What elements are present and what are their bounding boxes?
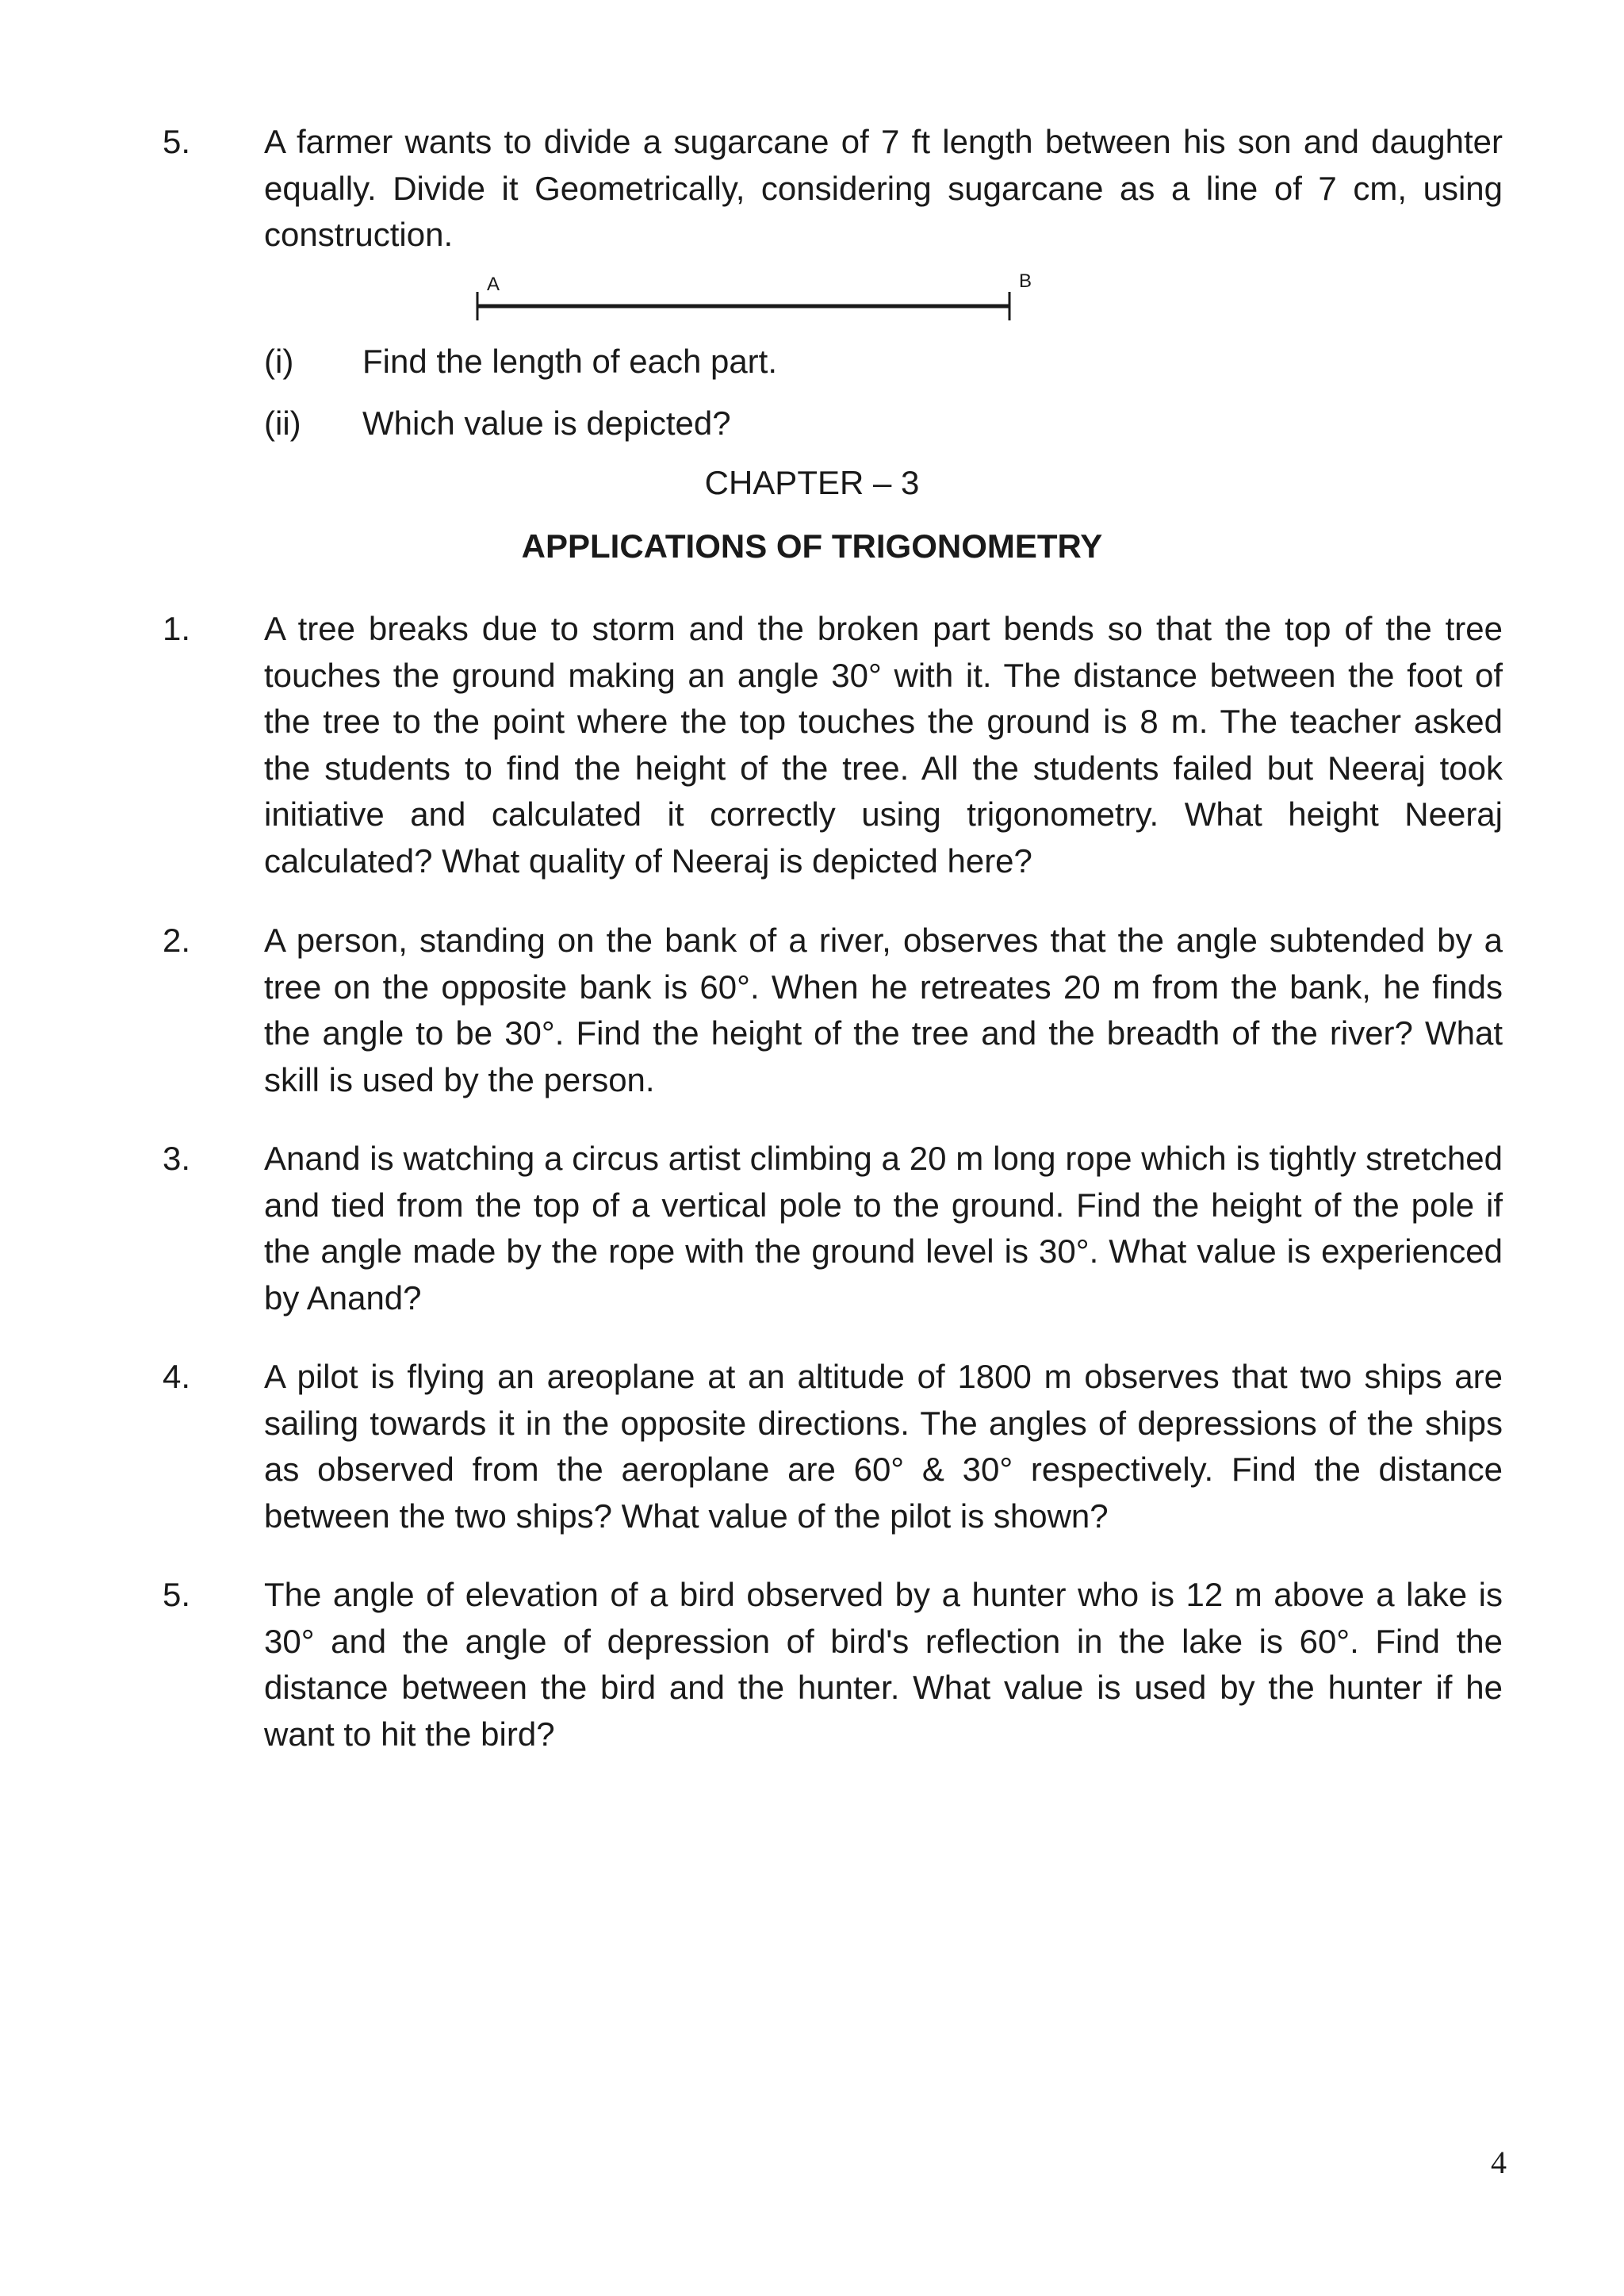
line-segment-ab-figure [468,268,1047,332]
question-block [163,918,1503,1103]
question-block [163,1354,1503,1539]
question-text: The angle of elevation of a bird observed by a hunter who is 12 m above a lake is 30° and the angle of depression of bird's reflection in the lake is 60°. Find the distance between the bird and the hunter. What value is used by the hunter if he want to hit the bird? [264,1576,1503,1753]
page-number: 4 [1491,2145,1507,2180]
question-text: A pilot is flying an areoplane at an altitude of 1800 m observes that two ships are sailing towards it in the opposite directions. The angles of depressions of the ships as observed from the aeroplane are 60° & 30° respectively. Find the distance between the two ships? What value of the pilot is shown? [264,1358,1503,1535]
question-number: 2. [163,922,191,959]
question-block [163,1572,1503,1757]
question-number: 1. [163,610,191,647]
question-number: 5. [163,1576,191,1613]
chapter-heading: CHAPTER – 3 [704,464,920,501]
chapter-title: APPLICATIONS OF TRIGONOMETRY [521,527,1103,565]
question-number: 4. [163,1358,191,1395]
point-label-a: A [487,274,500,295]
question-text: A tree breaks due to storm and the broken part bends so that the top of the tree touches the ground making an angle 30° with it. The distance between the foot of the tree to the point where the top touches the ground is 8 m. The teacher asked the students to find the height of the tree. All the students failed but Neeraj took initiative and calculated it correctly using trigonometry. What height Neeraj calculated? What quality of Neeraj is depicted here? [264,610,1503,880]
question-block [163,119,1503,259]
question-text: A person, standing on the bank of a river, observes that the angle subtended by a tree on the opposite bank is 60°. When he retreates 20 m from the bank, he finds the angle to be 30°. Find the height of the tree and the breadth of the river? What skill is used by the person. [264,922,1503,1098]
question-text: Anand is watching a circus artist climbing a 20 m long rope which is tightly stretched and tied from the top of a vertical pole to the ground. Find the height of the pole if the angle made by the rope with the ground level is 30°. What value is experienced by Anand? [264,1140,1503,1317]
question-block [163,1136,1503,1321]
subpart-text: Find the length of each part. [362,343,778,380]
subpart-text: Which value is depicted? [362,404,731,442]
question-text: A farmer wants to divide a sugarcane of 7 ft length between his son and daughter equally. Divide it Geometrically, considering sugarcane as a line of 7 cm, using construction. [264,123,1503,253]
point-label-b: B [1019,270,1032,292]
question-number: 3. [163,1140,191,1177]
subpart-number: (ii) [264,404,301,442]
question-block [163,606,1503,884]
subpart-number: (i) [264,343,294,380]
subpart-ii [264,401,1374,447]
subpart-i [264,339,1374,385]
question-number: 5. [163,123,191,160]
